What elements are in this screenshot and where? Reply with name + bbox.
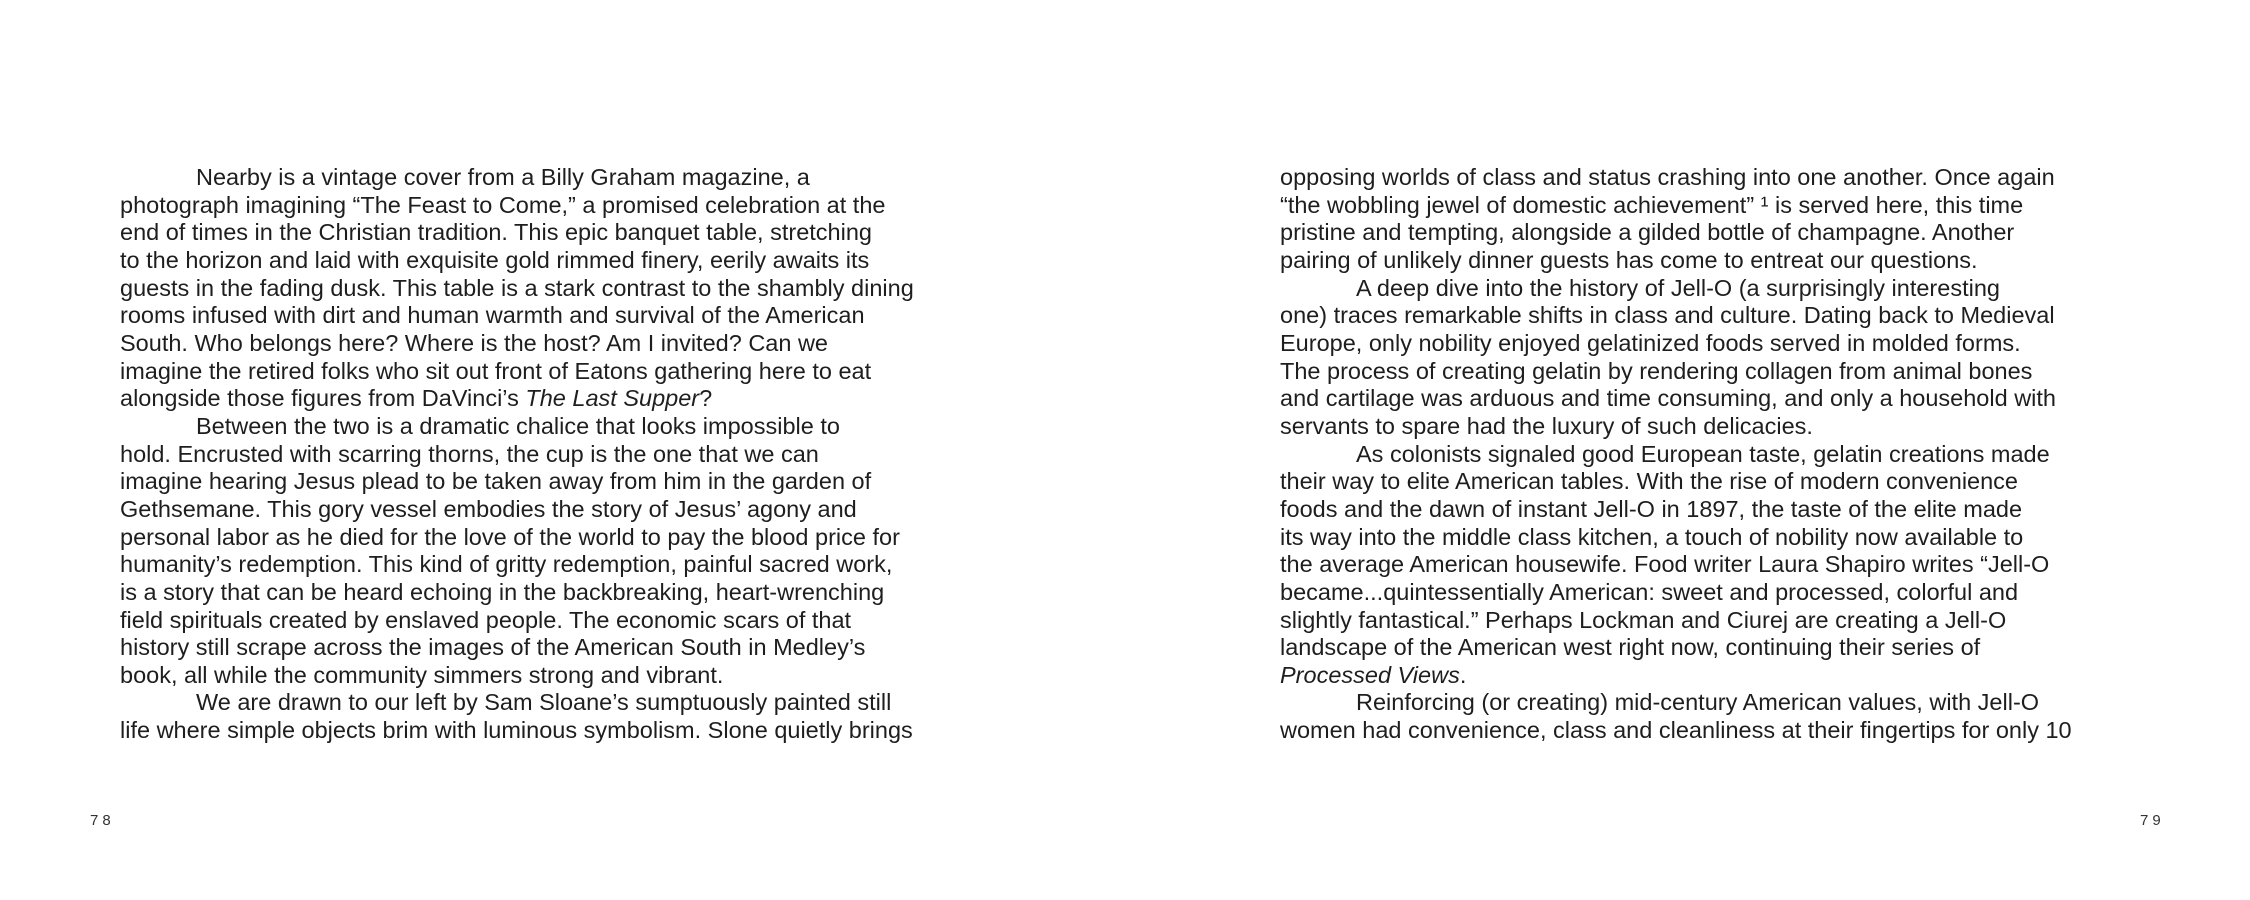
- line-text: rooms infused with dirt and human warmth and survival of the American: [120, 302, 865, 329]
- text-line: [120, 441, 914, 469]
- text-line: [1280, 302, 2072, 330]
- text-line: [1280, 524, 2072, 552]
- text-line: [1280, 579, 2072, 607]
- text-line: [1280, 662, 2072, 690]
- line-text: pairing of unlikely dinner guests has come to entreat our questions.: [1280, 246, 1978, 273]
- line-text: Europe, only nobility enjoyed gelatinized foods served in molded forms.: [1280, 329, 2021, 356]
- line-text: imagine hearing Jesus plead to be taken away from him in the garden of: [120, 468, 872, 495]
- text-line: [1280, 496, 2072, 524]
- text-line: [1280, 275, 2072, 303]
- line-text: opposing worlds of class and status crashing into one another. Once again: [1280, 164, 2055, 190]
- text-line: [1280, 689, 2072, 717]
- text-line: [120, 192, 914, 220]
- text-line: [120, 302, 914, 330]
- line-text: South. Who belongs here? Where is the host? Am I invited? Can we: [120, 329, 829, 356]
- text-line: [120, 579, 914, 607]
- line-trailing-text: .: [1459, 661, 1467, 688]
- text-line: [1280, 634, 2072, 662]
- line-text: landscape of the American west right now, continuing their series of: [1280, 634, 1981, 661]
- line-text: history still scrape across the images of the American South in Medley’s: [120, 634, 866, 661]
- text-line: [120, 219, 914, 247]
- line-text: book, all while the community simmers strong and vibrant.: [120, 661, 724, 688]
- text-line: [1280, 219, 2072, 247]
- text-line: [1280, 192, 2072, 220]
- line-text: life where simple objects brim with luminous symbolism. Slone quietly brings: [120, 717, 913, 744]
- line-text: Between the two is a dramatic chalice that looks impossible to: [196, 412, 840, 439]
- text-line: [120, 413, 914, 441]
- text-line: [120, 524, 914, 552]
- text-line: [120, 358, 914, 386]
- line-text: end of times in the Christian tradition. This epic banquet table, stretching: [120, 219, 872, 246]
- text-line: [1280, 330, 2072, 358]
- text-line: [120, 330, 914, 358]
- line-trailing-text: ?: [699, 385, 713, 412]
- line-text: personal labor as he died for the love of the world to pay the blood price for: [120, 523, 900, 550]
- line-text: A deep dive into the history of Jell-O (a surprisingly interesting: [1356, 274, 2000, 301]
- text-line: [1280, 441, 2072, 469]
- line-text: As colonists signaled good European taste, gelatin creations made: [1356, 440, 2050, 467]
- text-line: [1280, 413, 2072, 441]
- line-text: slightly fantastical.” Perhaps Lockman and Ciurej are creating a Jell-O: [1280, 606, 2007, 633]
- line-text: Nearby is a vintage cover from a Billy Graham magazine, a: [196, 164, 810, 190]
- line-text: their way to elite American tables. With the rise of modern convenience: [1280, 468, 2019, 495]
- text-line: [120, 247, 914, 275]
- italic-title: Processed Views: [1280, 661, 1460, 688]
- text-line: [120, 607, 914, 635]
- line-text: became...quintessentially American: sweet and processed, colorful and: [1280, 578, 2019, 605]
- line-text: hold. Encrusted with scarring thorns, the cup is the one that we can: [120, 440, 819, 467]
- text-line: [120, 689, 914, 717]
- line-text: field spirituals created by enslaved people. The economic scars of that: [120, 606, 852, 633]
- text-line: [120, 164, 914, 192]
- text-line: [120, 634, 914, 662]
- text-line: [120, 717, 914, 745]
- text-line: [120, 468, 914, 496]
- text-line: [1280, 164, 2072, 192]
- line-text: and cartilage was arduous and time consuming, and only a household with: [1280, 385, 2056, 412]
- left-page-text: [120, 164, 914, 745]
- text-line: [120, 496, 914, 524]
- text-line: [1280, 468, 2072, 496]
- line-text: is a story that can be heard echoing in the backbreaking, heart-wrenching: [120, 578, 885, 605]
- line-text: Reinforcing (or creating) mid-century American values, with Jell-O: [1356, 689, 2040, 716]
- line-text: photograph imagining “The Feast to Come,” a promised celebration at the: [120, 191, 886, 218]
- line-text: The process of creating gelatin by rendering collagen from animal bones: [1280, 357, 2033, 384]
- page-number-left: 78: [90, 812, 115, 829]
- line-text: We are drawn to our left by Sam Sloane’s sumptuously painted still: [196, 689, 892, 716]
- line-text: humanity’s redemption. This kind of gritty redemption, painful sacred work,: [120, 551, 893, 578]
- line-text: pristine and tempting, alongside a gilded bottle of champagne. Another: [1280, 219, 2015, 246]
- text-line: [120, 662, 914, 690]
- line-text: one) traces remarkable shifts in class and culture. Dating back to Medieval: [1280, 302, 2055, 329]
- line-text: women had convenience, class and cleanliness at their fingertips for only 10: [1280, 717, 2072, 744]
- line-text: “the wobbling jewel of domestic achievement” ¹ is served here, this time: [1280, 191, 2024, 218]
- line-text: Gethsemane. This gory vessel embodies the story of Jesus’ agony and: [120, 495, 857, 522]
- line-text: alongside those figures from DaVinci’s: [120, 385, 526, 412]
- line-text: imagine the retired folks who sit out front of Eatons gathering here to eat: [120, 357, 872, 384]
- text-line: [1280, 247, 2072, 275]
- line-text: servants to spare had the luxury of such delicacies.: [1280, 412, 1813, 439]
- text-line: [120, 385, 914, 413]
- text-line: [1280, 607, 2072, 635]
- text-line: [120, 275, 914, 303]
- line-text: the average American housewife. Food writer Laura Shapiro writes “Jell-O: [1280, 551, 2050, 578]
- line-text: foods and the dawn of instant Jell-O in 1897, the taste of the elite made: [1280, 495, 2023, 522]
- page-number-right: 79: [2140, 812, 2165, 829]
- line-text: guests in the fading dusk. This table is a stark contrast to the shambly dining: [120, 274, 914, 301]
- line-text: its way into the middle class kitchen, a touch of nobility now available to: [1280, 523, 2024, 550]
- line-text: to the horizon and laid with exquisite gold rimmed finery, eerily awaits its: [120, 246, 870, 273]
- text-line: [120, 551, 914, 579]
- text-line: [1280, 551, 2072, 579]
- text-line: [1280, 385, 2072, 413]
- italic-title: The Last Supper: [525, 385, 700, 412]
- text-line: [1280, 717, 2072, 745]
- text-line: [1280, 358, 2072, 386]
- right-page-text: [1280, 164, 2072, 745]
